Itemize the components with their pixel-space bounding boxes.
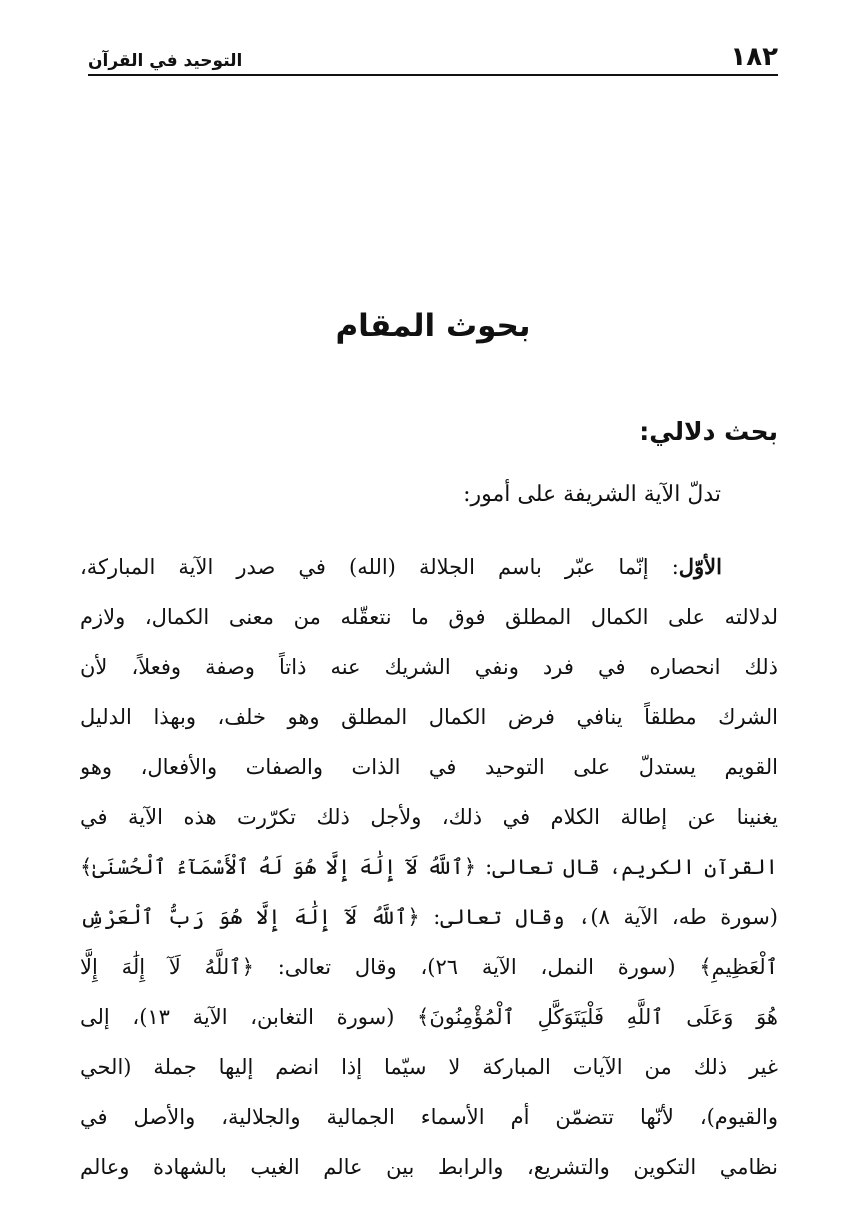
paragraph-line: الأوّل: إنّما عبّر باسم الجلالة (الله) في صدر الآية المباركة، [80, 554, 722, 579]
quran-verse-line: القرآن الكريم، قال تعالى: ﴿ٱللَّهُ لَآ إِلَٰهَ إِلَّا هُوَ لَهُ ٱلْأَسْمَآءُ ٱلْحُسْنَىٰ﴾ [80, 855, 778, 879]
quran-verse-line: (سورة طه، الآية ٨)، وقال تعالى: ﴿ٱللَّهُ لَآ إِلَٰهَ إِلَّا هُوَ رَبُّ ٱلْعَرْشِ [80, 905, 778, 929]
paragraph-line: غير ذلك من الآيات المباركة لا سيّما إذا انضم إليها جملة (الحي [80, 1055, 778, 1079]
intro-sentence: تدلّ الآية الشريفة على أمور: [463, 482, 721, 507]
quran-verse-line: ٱلْعَظِيمِ﴾ (سورة النمل، الآية ٢٦)، وقال تعالى: ﴿ٱللَّهُ لَآ إِلَٰهَ إِلَّا [80, 955, 778, 979]
section-title: بحوث المقام [335, 308, 531, 344]
paragraph-line: القويم يستدلّ على التوحيد في الذات والصفات والأفعال، وهو [80, 755, 778, 779]
quran-verse-line: هُوَ وَعَلَى ٱللَّهِ فَلْيَتَوَكَّلِ ٱلْمُؤْمِنُونَ﴾ (سورة التغابن، الآية ١٣)، إلى [80, 1005, 778, 1029]
running-header [88, 30, 778, 76]
paragraph-line: نظامي التكوين والتشريع، والرابط بين عالم الغيب بالشهادة وعالم [80, 1155, 778, 1179]
paragraph-line: الشرك مطلقاً ينافي فرض الكمال المطلق وهو خلف، وبهذا الدليل [80, 705, 778, 729]
paragraph-line: ذلك انحصاره في فرد ونفي الشريك عنه ذاتاً وصفة وفعلاً، لأن [80, 655, 778, 679]
paragraph-line: لدلالته على الكمال المطلق فوق ما نتعقّله من معنى الكمال، ولازم [80, 605, 778, 629]
paragraph-line: يغنينا عن إطالة الكلام في ذلك، ولأجل ذلك تكرّرت هذه الآية في [80, 805, 778, 829]
subheading: بحث دلالي: [639, 417, 778, 446]
body-paragraph [80, 542, 778, 1232]
page-number: ١٨٢ [730, 42, 778, 72]
paragraph-line: والقيوم)، لأنّها تتضمّن أم الأسماء الجمالية والجلالية، والأصل في [80, 1105, 778, 1129]
paragraph-lead: الأوّل [678, 554, 722, 579]
running-title: التوحيد في القرآن [88, 51, 243, 71]
